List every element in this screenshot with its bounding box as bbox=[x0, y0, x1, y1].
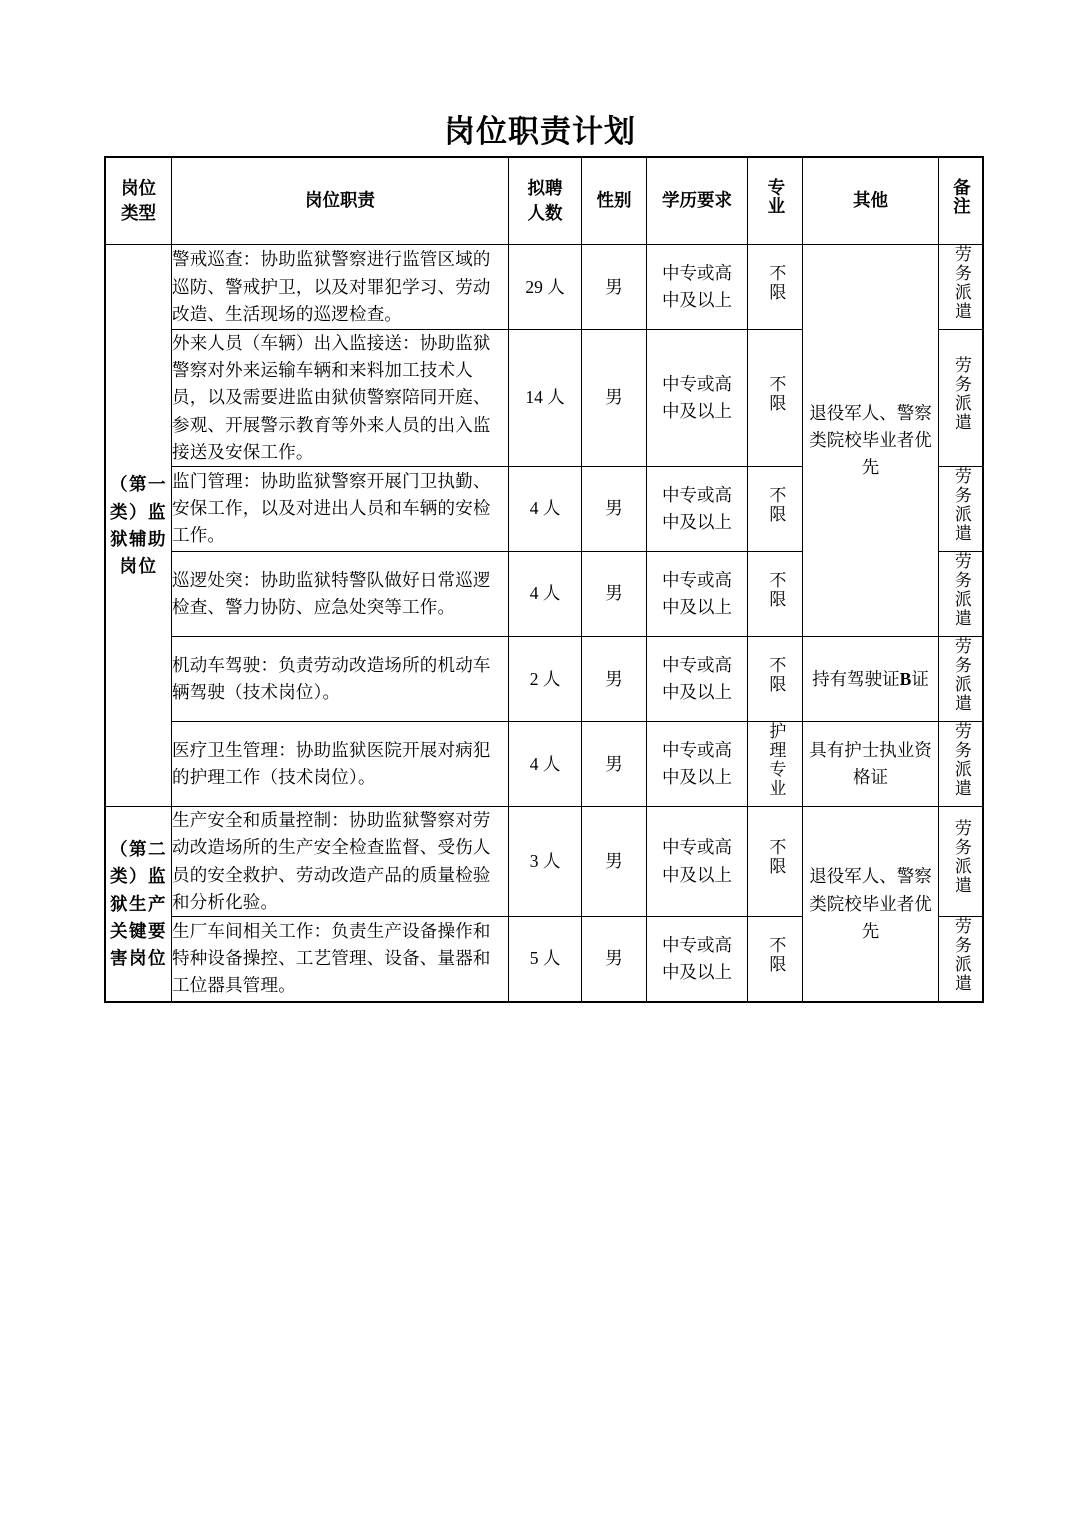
gender-cell: 男 bbox=[582, 637, 647, 722]
gender-cell: 男 bbox=[582, 916, 647, 1001]
major-cell: 不限 bbox=[748, 807, 803, 917]
duty-cell: 生厂车间相关工作：负责生产设备操作和特种设备操控、工艺管理、设备、量器和工位器具管理。 bbox=[172, 916, 509, 1001]
education-cell bbox=[647, 722, 748, 807]
header-cell-gender: 性别 bbox=[582, 158, 647, 245]
education-line2: 中及以上 bbox=[662, 682, 732, 703]
header-note-text: 备注 bbox=[951, 178, 972, 216]
education-cell bbox=[647, 330, 748, 467]
education-line1: 中专或高 bbox=[662, 484, 732, 505]
education-cell bbox=[647, 245, 748, 330]
number-cell: 4 人 bbox=[509, 722, 582, 807]
other-cell-group-second: 退役军人、警察类院校毕业者优先 bbox=[803, 807, 939, 1002]
education-line1: 中专或高 bbox=[662, 569, 732, 590]
table-row bbox=[106, 807, 983, 917]
category-cell-first: （第一类）监狱辅助岗位 bbox=[106, 245, 172, 807]
education-line1: 中专或高 bbox=[662, 740, 732, 761]
education-line1: 中专或高 bbox=[662, 262, 732, 283]
number-cell: 14 人 bbox=[509, 330, 582, 467]
header-cell-duty: 岗位职责 bbox=[172, 158, 509, 245]
other-suffix: 证 bbox=[911, 668, 929, 689]
job-plan-table bbox=[105, 157, 983, 1002]
note-cell: 劳务派遣 bbox=[939, 466, 983, 551]
gender-cell: 男 bbox=[582, 722, 647, 807]
page-title: 岗位职责计划 bbox=[444, 114, 636, 149]
education-cell bbox=[647, 807, 748, 917]
gender-cell: 男 bbox=[582, 466, 647, 551]
table-row bbox=[106, 637, 983, 722]
education-line2: 中及以上 bbox=[662, 767, 732, 788]
note-cell: 劳务派遣 bbox=[939, 637, 983, 722]
education-line2: 中及以上 bbox=[662, 961, 732, 982]
major-cell: 不限 bbox=[748, 330, 803, 467]
major-cell: 护理专业 bbox=[748, 722, 803, 807]
duty-cell: 监门管理：协助监狱警察开展门卫执勤、安保工作，以及对进出人员和车辆的安检工作。 bbox=[172, 466, 509, 551]
header-number-line2: 人数 bbox=[527, 203, 563, 223]
note-cell: 劳务派遣 bbox=[939, 330, 983, 467]
duty-cell: 巡逻处突：协助监狱特警队做好日常巡逻检查、警力协防、应急处突等工作。 bbox=[172, 551, 509, 636]
note-cell: 劳务派遣 bbox=[939, 245, 983, 330]
major-cell: 不限 bbox=[748, 466, 803, 551]
other-cell-group-first: 退役军人、警察类院校毕业者优先 bbox=[803, 245, 939, 637]
other-prefix: 持有驾驶证 bbox=[812, 668, 900, 689]
header-type-line1: 岗位 bbox=[121, 177, 156, 198]
number-cell: 3 人 bbox=[509, 807, 582, 917]
note-cell: 劳务派遣 bbox=[939, 551, 983, 636]
education-line2: 中及以上 bbox=[662, 864, 732, 885]
education-line1: 中专或高 bbox=[662, 934, 732, 955]
education-line1: 中专或高 bbox=[662, 837, 732, 858]
education-cell bbox=[647, 916, 748, 1001]
number-cell: 4 人 bbox=[509, 466, 582, 551]
gender-cell: 男 bbox=[582, 330, 647, 467]
gender-cell: 男 bbox=[582, 551, 647, 636]
education-line2: 中及以上 bbox=[662, 596, 732, 617]
header-cell-other: 其他 bbox=[803, 158, 939, 245]
education-cell bbox=[647, 466, 748, 551]
other-cell bbox=[803, 637, 939, 722]
number-cell: 29 人 bbox=[509, 245, 582, 330]
duty-cell: 警戒巡查：协助监狱警察进行监管区域的巡防、警戒护卫，以及对罪犯学习、劳动改造、生活现场的巡逻检查。 bbox=[172, 245, 509, 330]
note-cell: 劳务派遣 bbox=[939, 916, 983, 1001]
number-cell: 2 人 bbox=[509, 637, 582, 722]
header-type-line2: 类型 bbox=[121, 203, 156, 223]
major-cell: 不限 bbox=[748, 551, 803, 636]
major-cell: 不限 bbox=[748, 637, 803, 722]
table-row bbox=[106, 245, 983, 330]
header-cell-number bbox=[509, 158, 582, 245]
number-cell: 5 人 bbox=[509, 916, 582, 1001]
duty-cell: 机动车驾驶：负责劳动改造场所的机动车辆驾驶（技术岗位）。 bbox=[172, 637, 509, 722]
duty-cell: 外来人员（车辆）出入监接送：协助监狱警察对外来运输车辆和来料加工技术人员，以及需要进监由狱侦警察陪同开庭、参观、开展警示教育等外来人员的出入监接送及安保工作。 bbox=[172, 330, 509, 467]
other-cell: 具有护士执业资格证 bbox=[803, 722, 939, 807]
header-cell-education: 学历要求 bbox=[647, 158, 748, 245]
table-row bbox=[106, 722, 983, 807]
education-line2: 中及以上 bbox=[662, 290, 732, 311]
education-line2: 中及以上 bbox=[662, 511, 732, 532]
header-cell-type bbox=[106, 158, 172, 245]
gender-cell: 男 bbox=[582, 245, 647, 330]
education-line1: 中专或高 bbox=[662, 373, 732, 394]
note-cell: 劳务派遣 bbox=[939, 807, 983, 917]
table-header-row bbox=[106, 158, 983, 245]
education-cell bbox=[647, 551, 748, 636]
education-line2: 中及以上 bbox=[662, 400, 732, 421]
education-line1: 中专或高 bbox=[662, 654, 732, 675]
number-cell: 4 人 bbox=[509, 551, 582, 636]
education-cell bbox=[647, 637, 748, 722]
other-license-class: B bbox=[899, 668, 912, 689]
major-cell: 不限 bbox=[748, 916, 803, 1001]
duty-cell: 医疗卫生管理：协助监狱医院开展对病犯的护理工作（技术岗位）。 bbox=[172, 722, 509, 807]
header-cell-major bbox=[748, 158, 803, 245]
gender-cell: 男 bbox=[582, 807, 647, 917]
header-number-line1: 拟聘 bbox=[527, 177, 563, 198]
duty-cell: 生产安全和质量控制：协助监狱警察对劳动改造场所的生产安全检查监督、受伤人员的安全救护、劳动改造产品的质量检验和分析化验。 bbox=[172, 807, 509, 917]
note-cell: 劳务派遣 bbox=[939, 722, 983, 807]
category-cell-second: （第二类）监狱生产关键要害岗位 bbox=[106, 807, 172, 1002]
header-major-text: 专业 bbox=[765, 178, 786, 216]
header-cell-note bbox=[939, 158, 983, 245]
major-cell: 不限 bbox=[748, 245, 803, 330]
